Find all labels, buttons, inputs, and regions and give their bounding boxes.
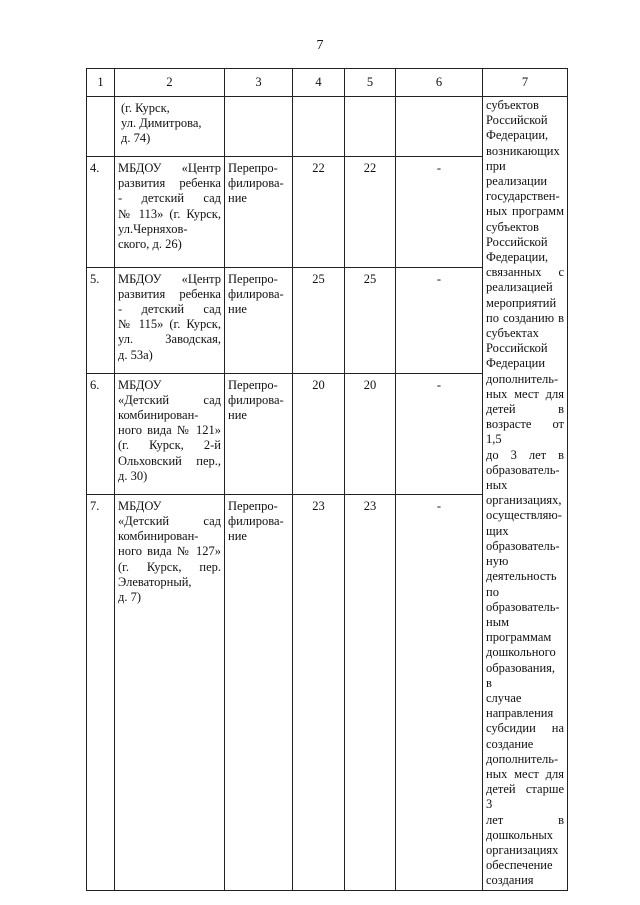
note-line: образователь- (486, 599, 560, 614)
note-line: реализацией (486, 280, 553, 295)
header-col-6: 6 (396, 69, 483, 97)
name-line: (г. Курск, пер. (118, 559, 221, 574)
name-line: развития ребенка (118, 176, 221, 191)
header-col-4: 4 (293, 69, 345, 97)
activity-type (225, 373, 293, 494)
value-col4: 23 (293, 494, 345, 890)
name-line: ул.Черняхов- (118, 221, 188, 236)
note-line: создание (486, 736, 534, 751)
institution-name (115, 373, 225, 494)
note-line: Российской (486, 234, 548, 249)
value-col6: - (396, 373, 483, 494)
note-line: ных (486, 478, 508, 493)
type-line: ние (228, 408, 247, 423)
note-line: до 3 лет в (486, 447, 564, 462)
note-line: Российской (486, 341, 548, 356)
name-line: Ольховский пер., (118, 453, 221, 468)
name-line: (г. Курск, (121, 101, 170, 115)
note-line: создания (486, 873, 534, 888)
note-line: по (486, 584, 499, 599)
value-col5: 20 (345, 373, 396, 494)
institution-name (115, 267, 225, 373)
name-line: № 115» (г. Курск, (118, 317, 221, 332)
continuation-num-cell (87, 97, 115, 157)
note-line: щих (486, 523, 509, 538)
type-line: филирова- (228, 176, 284, 191)
note-line: ных мест для (486, 766, 564, 781)
name-line: - детский сад (118, 301, 221, 316)
name-line: МБДОУ «Центр (118, 271, 221, 286)
note-line: ных мест для (486, 386, 564, 401)
value-col5: 25 (345, 267, 396, 373)
activity-type (225, 494, 293, 890)
value-col5: 23 (345, 494, 396, 890)
page-number: 7 (316, 38, 324, 53)
name-line: ского, д. 26) (118, 237, 182, 252)
continuation-col4-cell (293, 97, 345, 157)
name-line: ул. Димитрова, (121, 116, 202, 131)
name-line: МБДОУ (118, 498, 162, 513)
note-line: направления (486, 706, 554, 721)
note-line: обеспечение (486, 858, 553, 873)
continuation-col6-cell (396, 97, 483, 157)
type-line: ние (228, 191, 247, 206)
note-line: дополнитель- (486, 751, 559, 766)
note-line: дошкольных (486, 827, 554, 842)
name-line: комбинирован- (118, 408, 199, 423)
note-line: ным (486, 614, 509, 629)
note-line: реализации (486, 174, 548, 189)
note-line: Российской (486, 113, 548, 128)
activity-type (225, 157, 293, 267)
name-line: д. 74) (121, 131, 151, 146)
note-line: субъектах (486, 326, 539, 341)
note-line: субъектов (486, 98, 539, 112)
row-number: 5. (87, 267, 115, 373)
note-line: дошкольного (486, 645, 556, 660)
row-number: 6. (87, 373, 115, 494)
value-col4: 25 (293, 267, 345, 373)
note-line: дополнитель- (486, 371, 559, 386)
institution-name (115, 157, 225, 267)
header-col-7: 7 (483, 69, 568, 97)
name-line: - детский сад (118, 191, 221, 206)
activity-type (225, 267, 293, 373)
note-line: государствен- (486, 189, 560, 204)
note-line: образователь- (486, 462, 560, 477)
document-table (86, 68, 568, 891)
note-line: программам (486, 630, 552, 645)
name-line: № 113» (г. Курск, (118, 206, 221, 221)
header-row (87, 69, 568, 97)
name-line: д. 30) (118, 468, 148, 483)
name-line: ного вида № 127» (118, 544, 221, 559)
continuation-col5-cell (345, 97, 396, 157)
row-number: 4. (87, 157, 115, 267)
header-col-3: 3 (225, 69, 293, 97)
note-line: возникающих (486, 143, 560, 158)
note-line: образователь- (486, 538, 560, 553)
continuation-name-cell (115, 97, 225, 157)
note-line: субъектов (486, 219, 539, 234)
name-line: д. 53а) (118, 347, 153, 362)
row-number: 7. (87, 494, 115, 890)
value-col6: - (396, 494, 483, 890)
value-col6: - (396, 267, 483, 373)
note-line: возрасте от 1,5 (486, 417, 564, 447)
name-line: д. 7) (118, 590, 142, 605)
type-line: Перепро- (228, 161, 278, 176)
note-line: при (486, 158, 506, 173)
name-line: комбинирован- (118, 529, 199, 544)
note-line: организациях (486, 842, 559, 857)
note-line: мероприятий (486, 295, 557, 310)
name-line: «Детский сад (118, 514, 221, 529)
name-line: развития ребенка (118, 286, 221, 301)
continuation-row (87, 97, 568, 157)
note-line: осуществляю- (486, 508, 562, 523)
name-line: «Детский сад (118, 392, 221, 407)
note-line: организациях, (486, 493, 562, 508)
note-line: случае (486, 690, 522, 705)
type-line: ние (228, 529, 247, 544)
note-line: деятельность (486, 569, 557, 584)
type-line: ние (228, 301, 247, 316)
name-line: МБДОУ «Центр (118, 161, 221, 176)
note-line: Федерации (486, 356, 546, 371)
name-line: Элеваторный, (118, 574, 192, 589)
value-col5: 22 (345, 157, 396, 267)
note-line: детей в (486, 402, 564, 417)
note-line: ных программ (486, 204, 564, 219)
name-line: ного вида № 121» (118, 423, 221, 438)
header-col-5: 5 (345, 69, 396, 97)
note-line: образования, в (486, 660, 556, 690)
note-cell (483, 97, 568, 891)
type-line: Перепро- (228, 377, 278, 392)
value-col4: 22 (293, 157, 345, 267)
continuation-type-cell (225, 97, 293, 157)
value-col4: 20 (293, 373, 345, 494)
header-col-2: 2 (115, 69, 225, 97)
note-line: Федерации, (486, 128, 549, 143)
note-line: связанных с (486, 265, 564, 280)
note-line: лет в (486, 812, 564, 827)
type-line: филирова- (228, 286, 284, 301)
institution-name (115, 494, 225, 890)
note-line: Федерации, (486, 250, 549, 265)
type-line: Перепро- (228, 271, 278, 286)
note-line: субсидии на (486, 721, 564, 736)
name-line: МБДОУ (118, 377, 162, 392)
note-line: ную (486, 554, 509, 569)
header-col-1: 1 (87, 69, 115, 97)
note-line: детей старше 3 (486, 782, 564, 812)
value-col6: - (396, 157, 483, 267)
type-line: Перепро- (228, 498, 278, 513)
note-line: по созданию в (486, 310, 564, 325)
type-line: филирова- (228, 392, 284, 407)
type-line: филирова- (228, 514, 284, 529)
name-line: ул. Заводская, (118, 332, 221, 347)
name-line: (г. Курск, 2-й (118, 438, 221, 453)
